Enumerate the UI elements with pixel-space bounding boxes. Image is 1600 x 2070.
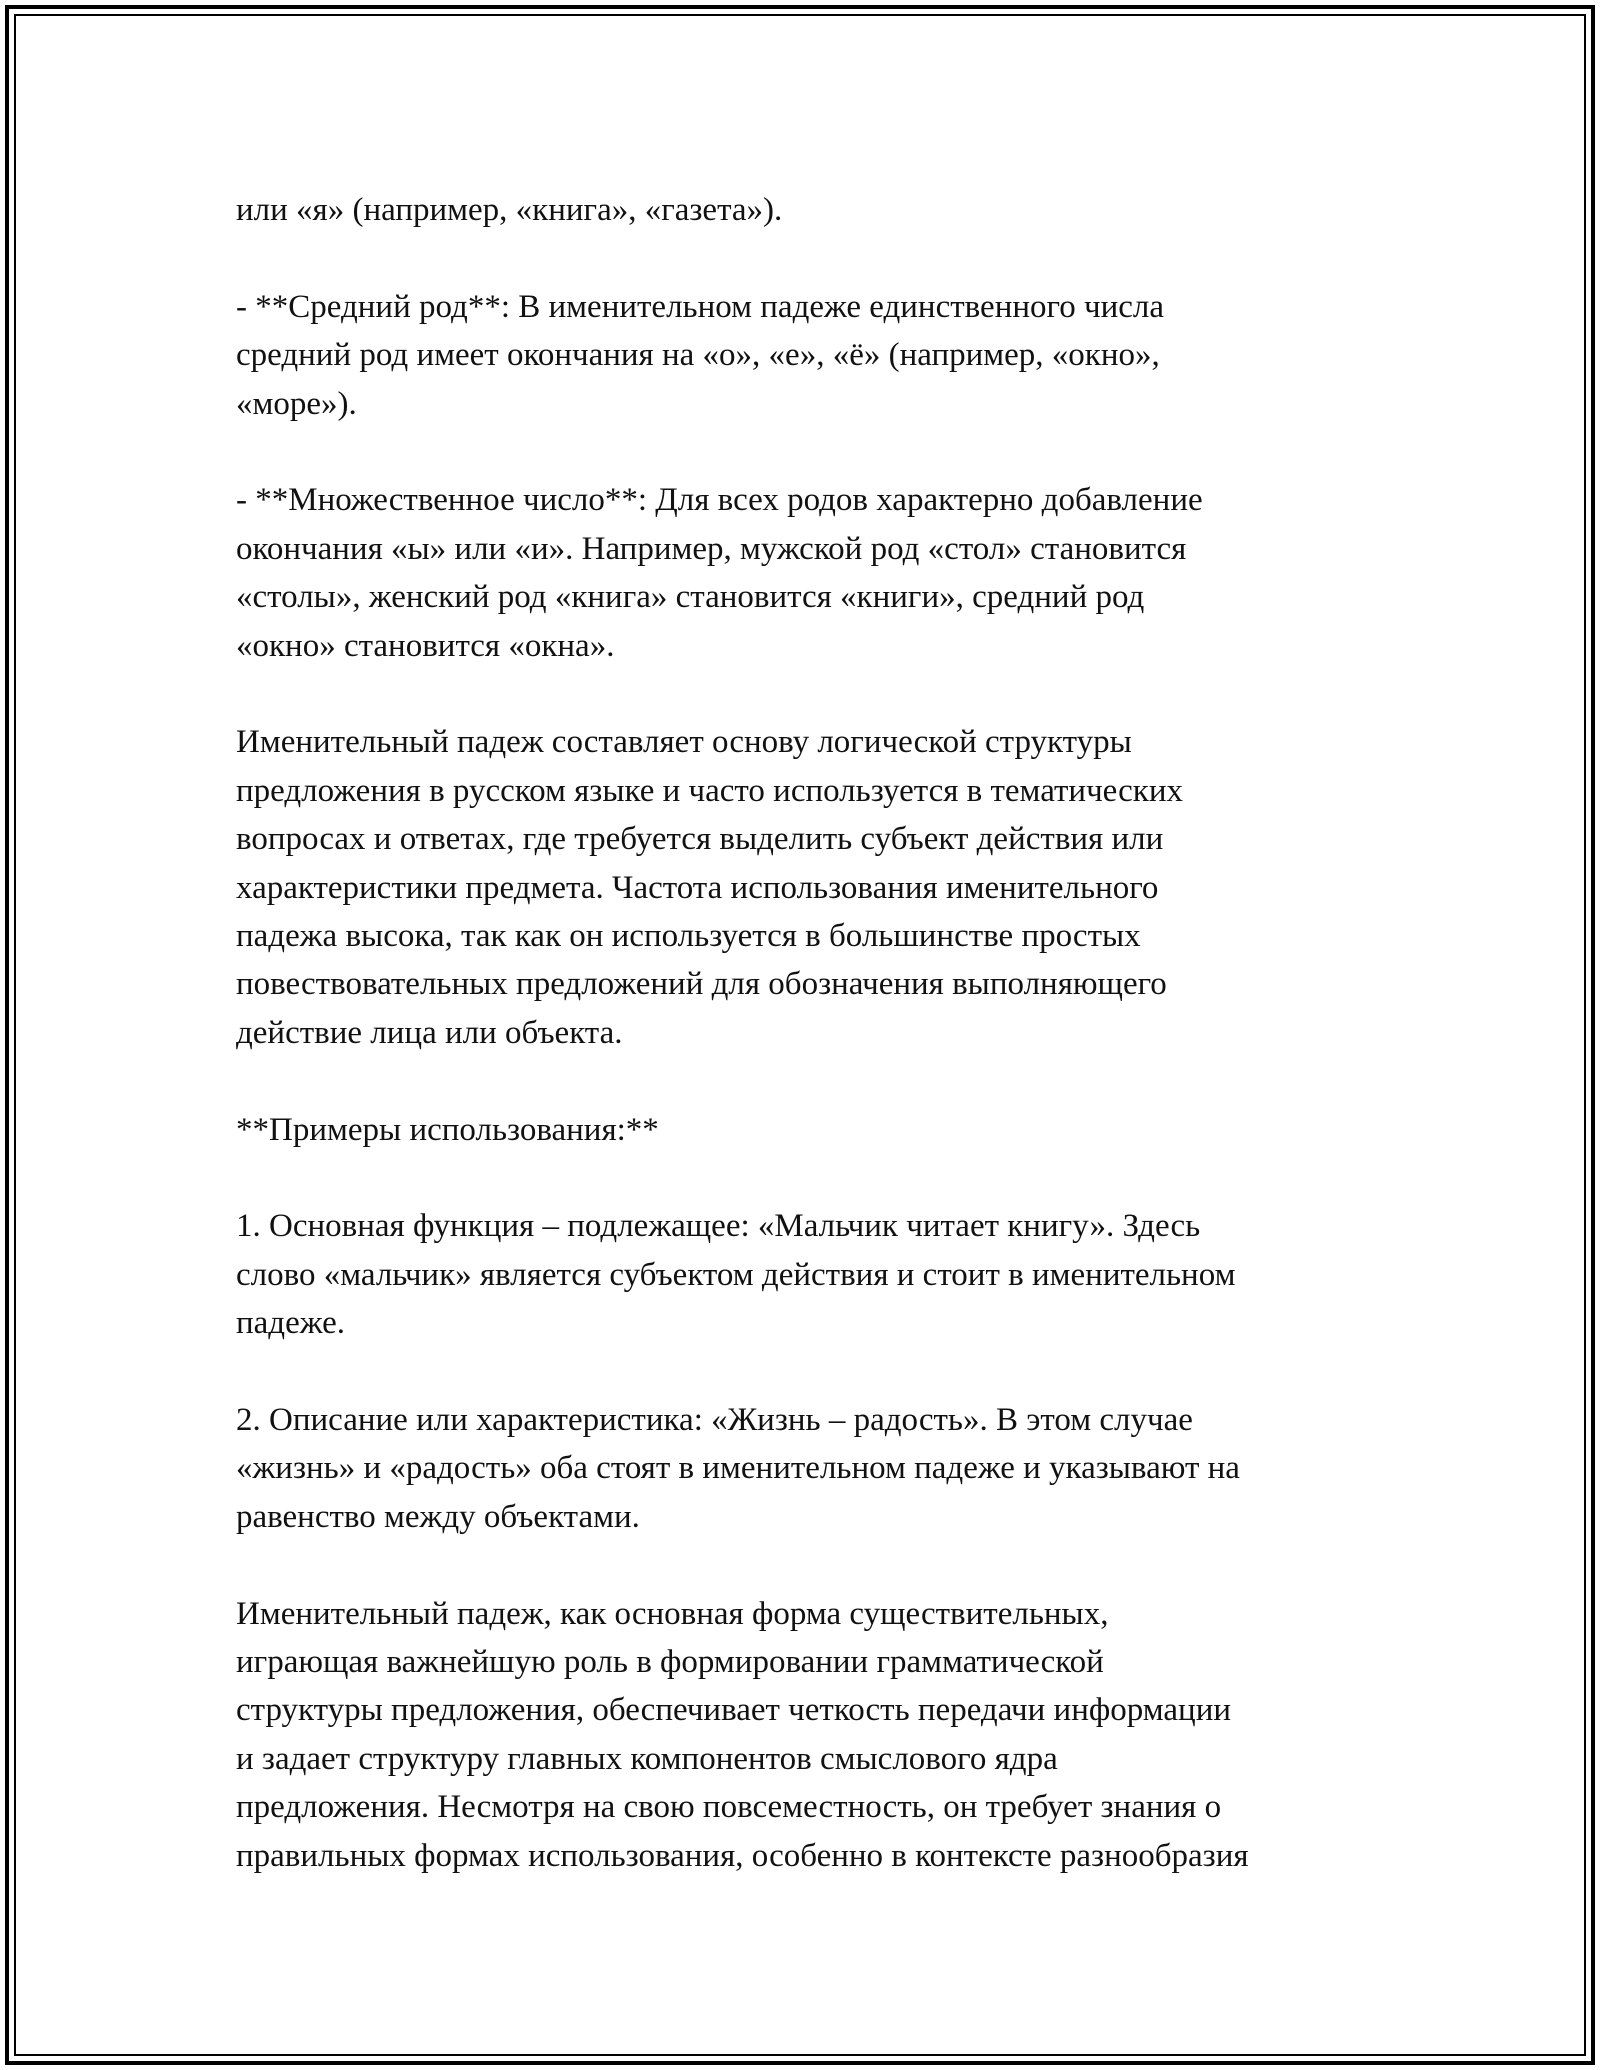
paragraph-neuter-gender: - **Средний род**: В именительном падеже единственного числа средний род имеет окончания на «о», «е», «ё» (например, «окно», «море»). (236, 288, 1164, 422)
paragraph-feminine-ending: или «я» (например, «книга», «газета»). (236, 192, 783, 228)
paragraph-example-2: 2. Описание или характеристика: «Жизнь – радость». В этом случае «жизнь» и «радость» оба стоят в именительном падеже и указывают на равенство между объектами. (236, 1402, 1240, 1535)
paragraph-nominative-role: Именительный падеж составляет основу логической структуры предложения в русском языке и часто используется в тематических вопросах и ответах, где требуется выделить субъект действия или характеристики предмета. Частота использования именительного падежа высока, так как он используется в большинстве простых повествовательных предложений для обозначения выполняющего действие лица или объекта. (236, 724, 1183, 1051)
paragraph-plural-number: - **Множественное число**: Для всех родов характерно добавление окончания «ы» или «и». Например, мужской род «стол» становится «столы», женский род «книга» становится «книги», средний род «окно» становится «окна». (236, 482, 1203, 664)
paragraph-conclusion: Именительный падеж, как основная форма существительных, играющая важнейшую роль в формировании грамматической структуры предложения, обеспечивает четкость передачи информации и задает структуру главных компонентов смыслового ядра предложения. Несмотря на свою повсеместность, он требует знания о правильных формах использования, особенно в контексте разнообразия (236, 1595, 1249, 1874)
paragraph-examples-heading: **Примеры использования:** (236, 1111, 659, 1148)
paragraph-example-1: 1. Основная функция – подлежащее: «Мальчик читает книгу». Здесь слово «мальчик» является субъектом действия и стоит в именительном падеже. (236, 1208, 1236, 1342)
document-body (236, 186, 1376, 1880)
